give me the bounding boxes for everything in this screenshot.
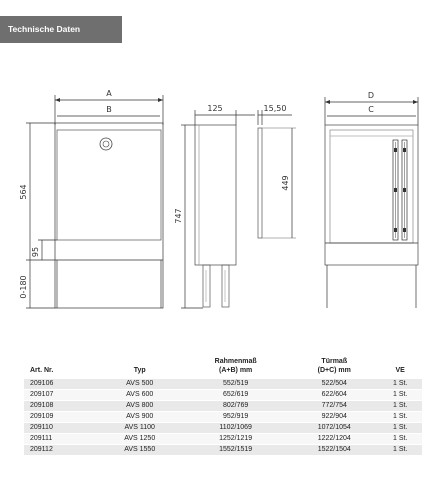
label-449: 449 [281, 175, 290, 191]
header-rahmenmass [181, 356, 290, 379]
cell-typ: AVS 900 [98, 412, 181, 423]
cell-ve: 1 St. [378, 423, 422, 434]
cell-tuermass: 1072/1054 [290, 423, 378, 434]
cell-art-nr: 209107 [24, 390, 98, 401]
cell-typ: AVS 1550 [98, 445, 181, 456]
cell-typ: AVS 800 [98, 401, 181, 412]
cell-tuermass: 1222/1204 [290, 434, 378, 445]
label-d: D [367, 91, 375, 100]
label-95: 95 [31, 246, 40, 258]
header-tuermass-line2: (D+C) mm [317, 367, 351, 374]
cell-ve: 1 St. [378, 401, 422, 412]
cell-ve: 1 St. [378, 434, 422, 445]
cell-ve: 1 St. [378, 412, 422, 423]
table-row [24, 445, 422, 456]
label-747: 747 [174, 208, 183, 224]
technical-drawing [0, 80, 445, 320]
table-row [24, 434, 422, 445]
cell-art-nr: 209112 [24, 445, 98, 456]
side-frame [195, 125, 236, 265]
label-b: B [106, 105, 112, 114]
cell-ve: 1 St. [378, 445, 422, 456]
cell-rahmenmass: 952/919 [181, 412, 290, 423]
table-row [24, 401, 422, 412]
cell-rahmenmass: 802/769 [181, 401, 290, 412]
cell-ve: 1 St. [378, 379, 422, 390]
cell-typ: AVS 1100 [98, 423, 181, 434]
cell-tuermass: 922/904 [290, 412, 378, 423]
cell-art-nr: 209111 [24, 434, 98, 445]
cell-tuermass: 622/604 [290, 390, 378, 401]
cell-typ: AVS 600 [98, 390, 181, 401]
table-row [24, 412, 422, 423]
cell-ve: 1 St. [378, 390, 422, 401]
label-125: 125 [207, 104, 223, 113]
door-profile [258, 128, 262, 238]
section-title: Technische Daten [0, 16, 122, 43]
frame-outline [55, 123, 163, 308]
header-rahmenmass-line2: (A+B) mm [219, 367, 253, 374]
label-1550: 15,50 [263, 104, 287, 113]
inside-frame [325, 125, 418, 265]
cell-tuermass: 1522/1504 [290, 445, 378, 456]
header-art-nr: Art. Nr. [30, 367, 54, 374]
header-rahmenmass-line1: Rahmenmaß [214, 358, 257, 365]
cell-rahmenmass: 1102/1069 [181, 423, 290, 434]
cell-typ: AVS 1250 [98, 434, 181, 445]
label-564: 564 [19, 184, 28, 200]
table-row [24, 390, 422, 401]
cell-rahmenmass: 1552/1519 [181, 445, 290, 456]
lock-icon [100, 138, 112, 150]
cell-tuermass: 772/754 [290, 401, 378, 412]
table-row [24, 379, 422, 390]
table-header-row [24, 356, 422, 379]
label-0180: 0-180 [19, 275, 28, 299]
label-a: A [106, 89, 112, 98]
label-c: C [368, 105, 374, 114]
table-row [24, 423, 422, 434]
cell-art-nr: 209108 [24, 401, 98, 412]
header-typ: Typ [133, 367, 146, 374]
cell-art-nr: 209106 [24, 379, 98, 390]
header-tuermass [290, 356, 378, 379]
cell-rahmenmass: 652/619 [181, 390, 290, 401]
cell-art-nr: 209110 [24, 423, 98, 434]
cell-typ: AVS 500 [98, 379, 181, 390]
cell-rahmenmass: 1252/1219 [181, 434, 290, 445]
cell-art-nr: 209109 [24, 412, 98, 423]
header-ve: VE [395, 367, 405, 374]
spec-table [24, 356, 422, 455]
door-panel [57, 130, 161, 240]
cell-tuermass: 522/504 [290, 379, 378, 390]
header-tuermass-line1: Türmaß [321, 358, 348, 365]
cell-rahmenmass: 552/519 [181, 379, 290, 390]
